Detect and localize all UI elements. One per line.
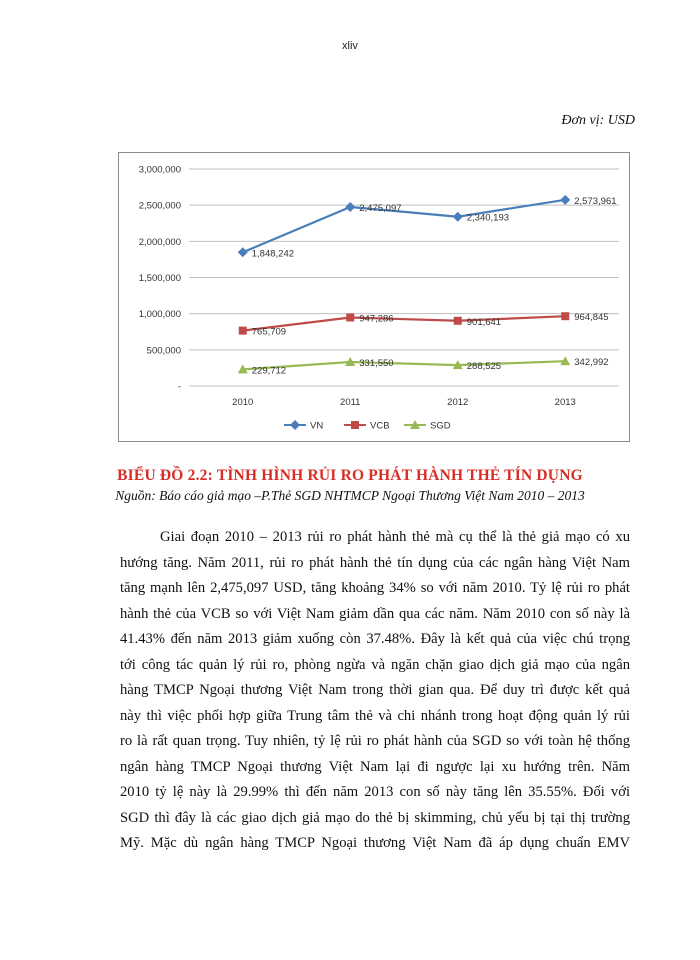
series-line-sgd bbox=[243, 361, 566, 369]
paragraph-line: này thì việc phối hợp giữa Trung tâm thẻ và chi nhánh trong hoạt động quản lý rủi bbox=[120, 707, 630, 724]
data-label-vcb: 765,709 bbox=[251, 326, 287, 338]
paragraph-line: 41.43% đến năm 2013 giảm xuống còn 37.48%. Đây là kết quả của việc chú trọng bbox=[120, 631, 630, 647]
paragraph-line: tới công tác quản lý rủi ro, phòng ngừa và ngăn chặn giao dịch giả mạo của ngân bbox=[120, 656, 630, 673]
data-label-vcb: 964,845 bbox=[574, 312, 609, 324]
data-point-vn bbox=[238, 247, 248, 257]
y-tick-label: 1,000,000 bbox=[138, 309, 181, 321]
data-point-vcb bbox=[239, 327, 247, 335]
legend-label: VCB bbox=[370, 420, 390, 432]
legend-label: SGD bbox=[430, 420, 451, 432]
data-label-vcb: 947,286 bbox=[359, 313, 394, 325]
y-tick-label: 2,500,000 bbox=[138, 200, 181, 212]
paragraph-line: hành thẻ của VCB so với Việt Nam giảm dần qua các năm. Năm 2010 con số này là bbox=[120, 605, 630, 622]
x-tick-label: 2012 bbox=[447, 397, 469, 408]
x-tick-label: 2013 bbox=[554, 397, 576, 408]
unit-label: Đơn vị: USD bbox=[561, 113, 635, 128]
chart-source: Nguồn: Báo cáo giả mạo –P.Thẻ SGD NHTMCP Ngoại Thương Việt Nam 2010 – 2013 bbox=[115, 488, 585, 503]
data-point-vn bbox=[453, 212, 463, 222]
paragraph-line: 2010 tỷ lệ này là 29.99% thì đến năm 2013 con số này tăng lên 35.55%. Đối với bbox=[120, 784, 630, 800]
data-label-sgd: 229,712 bbox=[251, 365, 287, 377]
data-label-vn: 2,573,961 bbox=[574, 195, 617, 207]
data-point-vn bbox=[560, 195, 570, 205]
chart-frame bbox=[118, 152, 630, 442]
page-number: xliv bbox=[342, 40, 358, 52]
series-line-vcb bbox=[243, 316, 566, 330]
series-line-vn bbox=[243, 200, 566, 252]
y-tick-label: 2,000,000 bbox=[138, 236, 181, 248]
x-tick-label: 2010 bbox=[232, 397, 254, 408]
line-chart bbox=[119, 153, 629, 441]
data-label-vn: 2,340,193 bbox=[466, 212, 510, 224]
legend-marker-vcb bbox=[351, 421, 359, 429]
data-label-sgd: 342,992 bbox=[574, 357, 609, 369]
y-tick-label: 3,000,000 bbox=[138, 164, 181, 176]
paragraph-line: hàng TMCP Ngoại thương Việt Nam trong thời gian qua. Để duy trì được kết quả bbox=[120, 682, 630, 698]
data-label-vcb: 901,641 bbox=[466, 316, 502, 328]
data-point-vcb bbox=[454, 317, 462, 325]
data-point-vcb bbox=[346, 313, 354, 321]
x-tick-label: 2011 bbox=[340, 397, 361, 408]
data-label-vn: 2,475,097 bbox=[359, 202, 402, 214]
paragraph-line: ngân hàng TMCP Ngoại thương Việt Nam lại đi ngược lại xu hướng trên. Năm bbox=[120, 758, 630, 775]
legend-marker-vn bbox=[290, 420, 300, 430]
paragraph-line: Mỹ. Mặc dù ngân hàng TMCP Ngoại thương Việt Nam đã áp dụng chuẩn EMV bbox=[120, 835, 630, 851]
legend-label: VN bbox=[310, 420, 324, 432]
data-label-sgd: 288,525 bbox=[466, 361, 502, 373]
y-tick-label: 500,000 bbox=[146, 345, 181, 357]
paragraph-line: tăng mạnh lên 2,475,097 USD, tăng khoảng 34% so với năm 2010. Tỷ lệ rủi ro phát bbox=[120, 580, 630, 596]
data-point-vcb bbox=[561, 312, 569, 320]
data-label-vn: 1,848,242 bbox=[251, 248, 295, 260]
y-tick-label: - bbox=[177, 381, 181, 393]
data-point-vn bbox=[345, 202, 355, 212]
paragraph-line: ro là rất quan trọng. Tuy nhiên, tỷ lệ rủi ro phát hành của SGD so với toàn hệ thống bbox=[120, 733, 630, 749]
paragraph-line: hướng tăng. Năm 2011, rủi ro phát hành thẻ tín dụng của các ngân hàng Việt Nam bbox=[120, 554, 630, 571]
data-label-sgd: 331,550 bbox=[359, 358, 394, 370]
y-tick-label: 1,500,000 bbox=[138, 273, 181, 284]
body-paragraph bbox=[120, 525, 630, 857]
paragraph-line: SGD thì đây là các giao dịch giả mạo do thẻ bị skimming, chủ yếu bị tại thị trường bbox=[120, 809, 630, 826]
paragraph-line: Giai đoạn 2010 – 2013 rủi ro phát hành thẻ mà cụ thể là thẻ giả mạo có xu bbox=[160, 529, 630, 545]
chart-caption: BIỂU ĐỒ 2.2: TÌNH HÌNH RỦI RO PHÁT HÀNH THẺ TÍN DỤNG bbox=[117, 467, 583, 484]
